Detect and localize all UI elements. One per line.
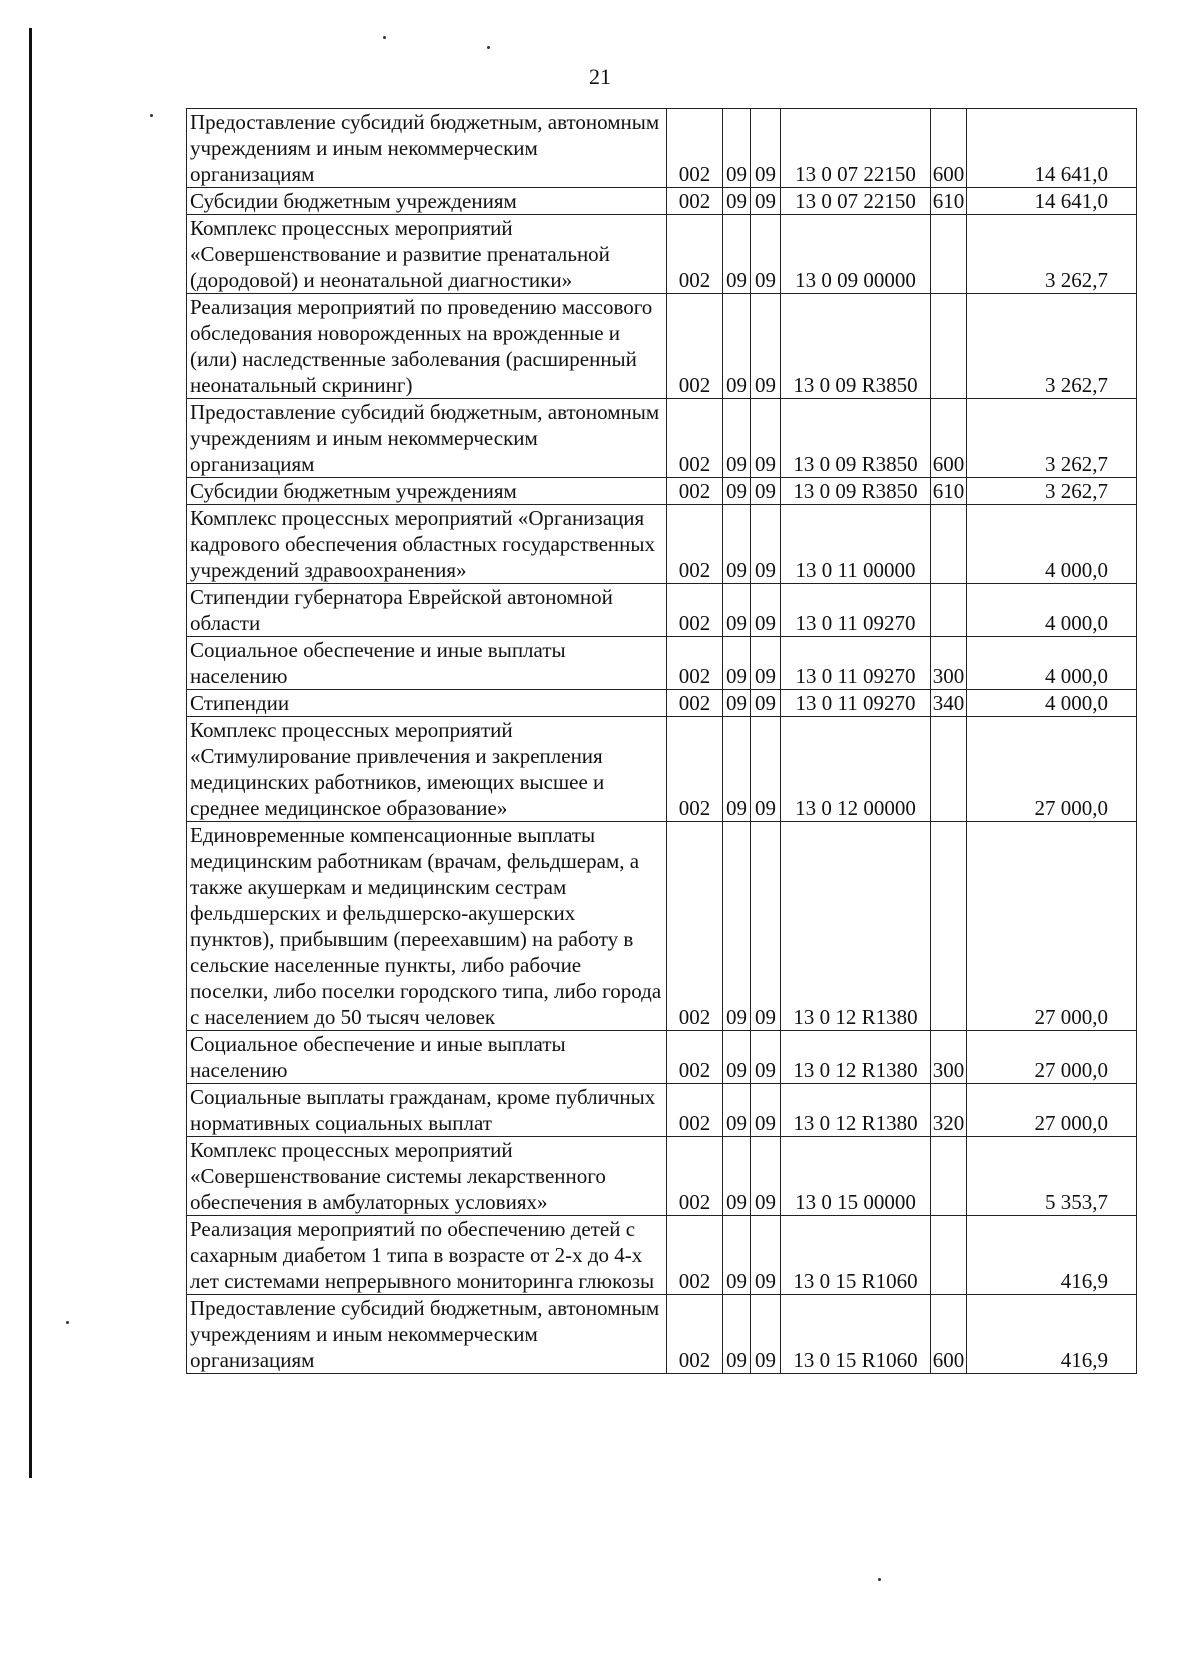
expense-type-code: 600 xyxy=(931,1295,967,1374)
row-name: Комплекс процессных мероприятий «Совершенствование и развитие пренатальной (дородовой) и неонатальной диагностики» xyxy=(187,215,667,294)
subsection-code: 09 xyxy=(751,1031,781,1084)
target-article-code: 13 0 11 09270 xyxy=(781,637,931,690)
section-code: 09 xyxy=(723,717,751,822)
subsection-code: 09 xyxy=(751,584,781,637)
target-article-code: 13 0 11 09270 xyxy=(781,690,931,717)
target-article-code: 13 0 12 R1380 xyxy=(781,822,931,1031)
amount: 416,9 xyxy=(967,1295,1137,1374)
subsection-code: 09 xyxy=(751,109,781,188)
admin-code: 002 xyxy=(667,478,723,505)
subsection-code: 09 xyxy=(751,1137,781,1216)
section-code: 09 xyxy=(723,1084,751,1137)
table-row xyxy=(187,637,1137,690)
target-article-code: 13 0 09 R3850 xyxy=(781,399,931,478)
admin-code: 002 xyxy=(667,399,723,478)
table-row xyxy=(187,399,1137,478)
scan-speck xyxy=(383,36,386,39)
row-name: Предоставление субсидий бюджетным, автономным учреждениям и иным некоммерческим организациям xyxy=(187,399,667,478)
row-name: Комплекс процессных мероприятий «Организация кадрового обеспечения областных государственных учреждений здравоохранения» xyxy=(187,505,667,584)
section-code: 09 xyxy=(723,1031,751,1084)
table-row xyxy=(187,188,1137,215)
admin-code: 002 xyxy=(667,505,723,584)
target-article-code: 13 0 12 R1380 xyxy=(781,1084,931,1137)
scan-speck xyxy=(487,46,490,49)
target-article-code: 13 0 11 00000 xyxy=(781,505,931,584)
target-article-code: 13 0 11 09270 xyxy=(781,584,931,637)
row-name: Стипендии xyxy=(187,690,667,717)
row-name: Субсидии бюджетным учреждениям xyxy=(187,478,667,505)
subsection-code: 09 xyxy=(751,1295,781,1374)
subsection-code: 09 xyxy=(751,505,781,584)
expense-type-code: 600 xyxy=(931,109,967,188)
admin-code: 002 xyxy=(667,294,723,399)
amount: 3 262,7 xyxy=(967,215,1137,294)
admin-code: 002 xyxy=(667,1031,723,1084)
page-number: 21 xyxy=(589,64,611,89)
target-article-code: 13 0 07 22150 xyxy=(781,188,931,215)
table-row xyxy=(187,1137,1137,1216)
subsection-code: 09 xyxy=(751,1216,781,1295)
target-article-code: 13 0 15 R1060 xyxy=(781,1216,931,1295)
subsection-code: 09 xyxy=(751,1084,781,1137)
scan-speck xyxy=(150,114,153,117)
admin-code: 002 xyxy=(667,109,723,188)
target-article-code: 13 0 09 R3850 xyxy=(781,294,931,399)
row-name: Предоставление субсидий бюджетным, автономным учреждениям и иным некоммерческим организациям xyxy=(187,1295,667,1374)
target-article-code: 13 0 07 22150 xyxy=(781,109,931,188)
subsection-code: 09 xyxy=(751,717,781,822)
budget-table-body xyxy=(187,109,1137,1374)
row-name: Реализация мероприятий по проведению массового обследования новорожденных на врожденные и (или) наследственные заболевания (расширенный неонатальный скрининг) xyxy=(187,294,667,399)
section-code: 09 xyxy=(723,478,751,505)
admin-code: 002 xyxy=(667,637,723,690)
budget-table xyxy=(186,108,1137,1374)
expense-type-code xyxy=(931,1216,967,1295)
row-name: Стипендии губернатора Еврейской автономной области xyxy=(187,584,667,637)
table-row xyxy=(187,215,1137,294)
expense-type-code: 320 xyxy=(931,1084,967,1137)
amount: 4 000,0 xyxy=(967,584,1137,637)
row-name: Комплекс процессных мероприятий «Стимулирование привлечения и закрепления медицинских работников, имеющих высшее и среднее медицинское образование» xyxy=(187,717,667,822)
section-code: 09 xyxy=(723,109,751,188)
table-row xyxy=(187,717,1137,822)
table-row xyxy=(187,690,1137,717)
row-name: Комплекс процессных мероприятий «Совершенствование системы лекарственного обеспечения в амбулаторных условиях» xyxy=(187,1137,667,1216)
subsection-code: 09 xyxy=(751,637,781,690)
amount: 27 000,0 xyxy=(967,822,1137,1031)
expense-type-code: 300 xyxy=(931,637,967,690)
expense-type-code: 610 xyxy=(931,478,967,505)
subsection-code: 09 xyxy=(751,822,781,1031)
subsection-code: 09 xyxy=(751,215,781,294)
expense-type-code xyxy=(931,822,967,1031)
admin-code: 002 xyxy=(667,1216,723,1295)
expense-type-code: 300 xyxy=(931,1031,967,1084)
subsection-code: 09 xyxy=(751,478,781,505)
scan-edge-line xyxy=(29,28,32,1478)
subsection-code: 09 xyxy=(751,399,781,478)
table-row xyxy=(187,822,1137,1031)
table-row xyxy=(187,109,1137,188)
amount: 4 000,0 xyxy=(967,637,1137,690)
row-name: Реализация мероприятий по обеспечению детей с сахарным диабетом 1 типа в возрасте от 2-х до 4-х лет системами непрерывного мониторинга глюкозы xyxy=(187,1216,667,1295)
expense-type-code xyxy=(931,294,967,399)
table-row xyxy=(187,1084,1137,1137)
amount: 27 000,0 xyxy=(967,1031,1137,1084)
table-row xyxy=(187,1295,1137,1374)
amount: 5 353,7 xyxy=(967,1137,1137,1216)
section-code: 09 xyxy=(723,399,751,478)
section-code: 09 xyxy=(723,822,751,1031)
row-name: Социальные выплаты гражданам, кроме публичных нормативных социальных выплат xyxy=(187,1084,667,1137)
amount: 4 000,0 xyxy=(967,690,1137,717)
admin-code: 002 xyxy=(667,1137,723,1216)
section-code: 09 xyxy=(723,637,751,690)
table-row xyxy=(187,1031,1137,1084)
section-code: 09 xyxy=(723,584,751,637)
table-row xyxy=(187,584,1137,637)
target-article-code: 13 0 15 R1060 xyxy=(781,1295,931,1374)
row-name: Социальное обеспечение и иные выплаты населению xyxy=(187,1031,667,1084)
amount: 3 262,7 xyxy=(967,294,1137,399)
amount: 27 000,0 xyxy=(967,1084,1137,1137)
admin-code: 002 xyxy=(667,717,723,822)
section-code: 09 xyxy=(723,1216,751,1295)
expense-type-code: 340 xyxy=(931,690,967,717)
scan-speck xyxy=(878,1578,881,1581)
amount: 14 641,0 xyxy=(967,188,1137,215)
amount: 3 262,7 xyxy=(967,478,1137,505)
section-code: 09 xyxy=(723,505,751,584)
expense-type-code xyxy=(931,215,967,294)
row-name: Социальное обеспечение и иные выплаты населению xyxy=(187,637,667,690)
table-row xyxy=(187,1216,1137,1295)
section-code: 09 xyxy=(723,188,751,215)
row-name: Предоставление субсидий бюджетным, автономным учреждениям и иным некоммерческим организациям xyxy=(187,109,667,188)
expense-type-code: 600 xyxy=(931,399,967,478)
admin-code: 002 xyxy=(667,584,723,637)
amount: 3 262,7 xyxy=(967,399,1137,478)
section-code: 09 xyxy=(723,1295,751,1374)
amount: 416,9 xyxy=(967,1216,1137,1295)
section-code: 09 xyxy=(723,294,751,399)
section-code: 09 xyxy=(723,1137,751,1216)
admin-code: 002 xyxy=(667,1295,723,1374)
table-row xyxy=(187,294,1137,399)
table-row xyxy=(187,478,1137,505)
target-article-code: 13 0 12 R1380 xyxy=(781,1031,931,1084)
amount: 14 641,0 xyxy=(967,109,1137,188)
target-article-code: 13 0 12 00000 xyxy=(781,717,931,822)
admin-code: 002 xyxy=(667,822,723,1031)
row-name: Субсидии бюджетным учреждениям xyxy=(187,188,667,215)
admin-code: 002 xyxy=(667,188,723,215)
scan-speck xyxy=(66,1321,69,1324)
expense-type-code xyxy=(931,717,967,822)
target-article-code: 13 0 09 R3850 xyxy=(781,478,931,505)
admin-code: 002 xyxy=(667,215,723,294)
subsection-code: 09 xyxy=(751,690,781,717)
expense-type-code xyxy=(931,584,967,637)
row-name: Единовременные компенсационные выплаты медицинским работникам (врачам, фельдшерам, а также акушеркам и медицинским сестрам фельдшерских и фельдшерско-акушерских пунктов), прибывшим (переехавшим) на работу в сельские населенные пункты, либо рабочие поселки, либо поселки городского типа, либо города с населением до 50 тысяч человек xyxy=(187,822,667,1031)
expense-type-code xyxy=(931,505,967,584)
section-code: 09 xyxy=(723,215,751,294)
table-row xyxy=(187,505,1137,584)
expense-type-code xyxy=(931,1137,967,1216)
target-article-code: 13 0 09 00000 xyxy=(781,215,931,294)
admin-code: 002 xyxy=(667,1084,723,1137)
section-code: 09 xyxy=(723,690,751,717)
expense-type-code: 610 xyxy=(931,188,967,215)
amount: 4 000,0 xyxy=(967,505,1137,584)
admin-code: 002 xyxy=(667,690,723,717)
amount: 27 000,0 xyxy=(967,717,1137,822)
subsection-code: 09 xyxy=(751,188,781,215)
target-article-code: 13 0 15 00000 xyxy=(781,1137,931,1216)
subsection-code: 09 xyxy=(751,294,781,399)
